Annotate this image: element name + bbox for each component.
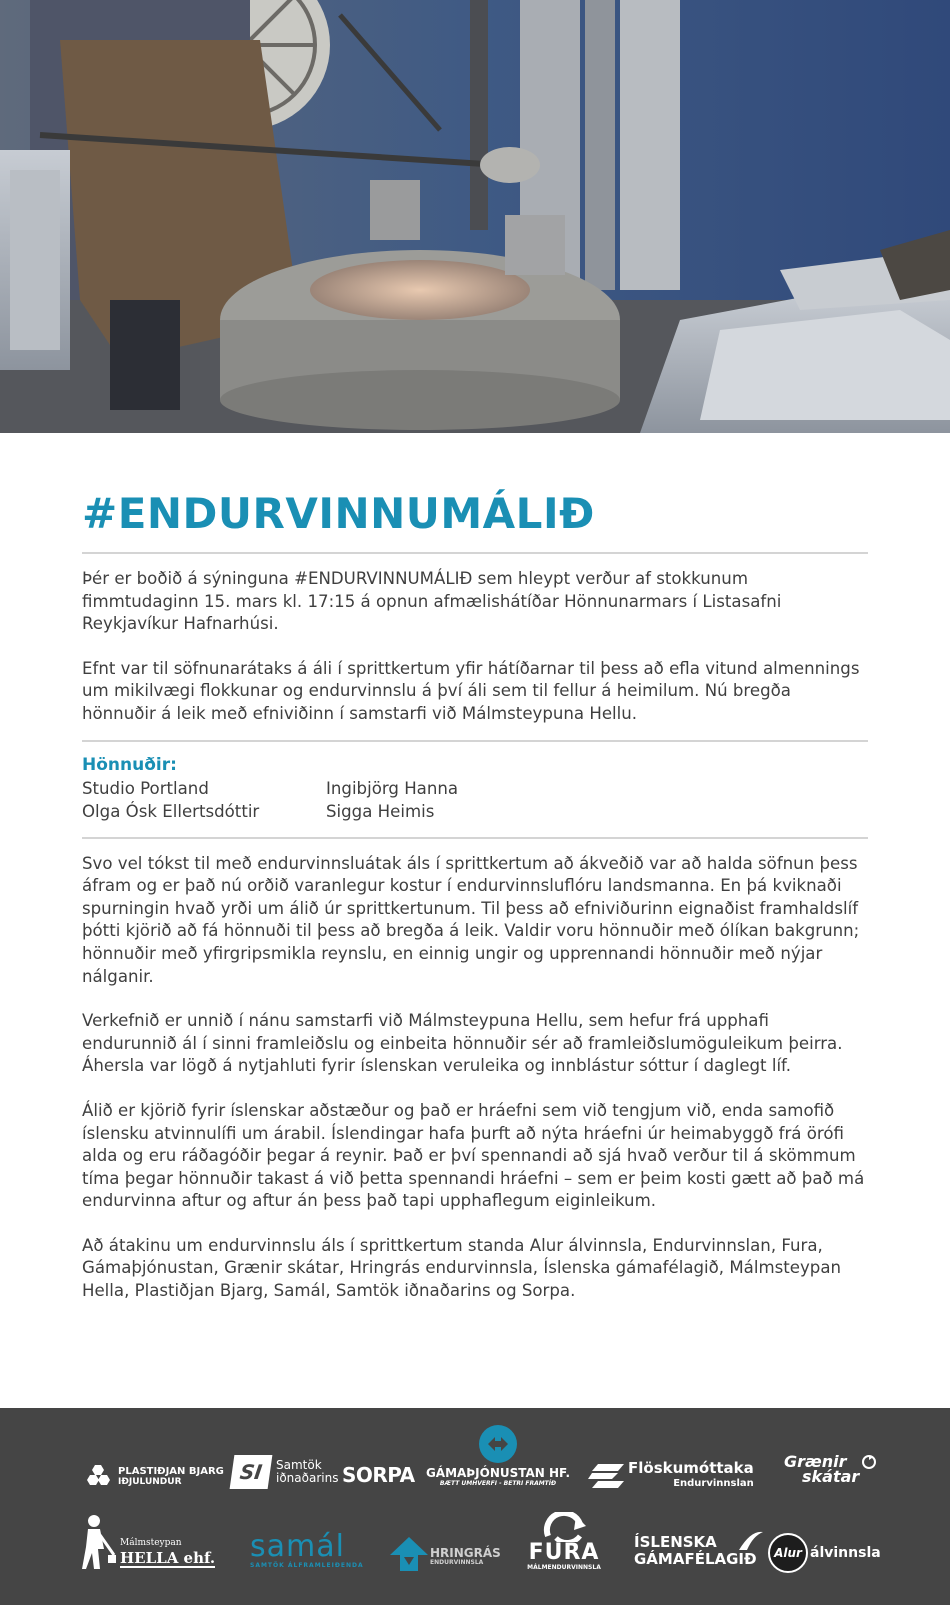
logo-text: SAMTÖK ÁLFRAMLEIÐENDA bbox=[250, 1562, 364, 1569]
logo-text: iðnaðarins bbox=[276, 1471, 339, 1485]
gama-arrows-icon bbox=[478, 1424, 518, 1464]
recycle-icon bbox=[861, 1454, 877, 1470]
si-mark: SI bbox=[230, 1455, 273, 1489]
designer-name: Studio Portland bbox=[82, 778, 209, 798]
logo-text: Samtök bbox=[276, 1458, 322, 1472]
swoosh-icon bbox=[737, 1528, 765, 1556]
recycle-stripes-icon bbox=[588, 1462, 624, 1490]
logo-text: Flöskumóttaka bbox=[628, 1459, 754, 1477]
collaboration-paragraph: Verkefnið er unnið í nánu samstarfi við Málmsteypuna Hellu, sem hefur frá upphafi endurunnið ál í sinni framleiðslu og einbeita hönnuðir sér að framleiðslumöguleikum þeirra. Áhersla var lögð á nytjahluti fyrir íslenskan veruleika og innblástur sóttur í daglegt líf. bbox=[82, 1011, 843, 1076]
fura-recycle-icon bbox=[542, 1512, 586, 1542]
material-paragraph: Álið er kjörið fyrir íslenskar aðstæður og það er hráefni sem við tengjum við, enda samofið íslensku atvinnulífi um árabil. Íslendingar hafa þurft að nýta hráefni úr heimabyggð frá örófi alda og eru ráðagóðir þegar á reynir. Það er því spennandi að sjá hvað verður til á skömmum tíma þegar hönnuðir takast á við þetta spennandi hráefni – sem er þeim kosti gætt að það má endurvinna aftur og aftur án þess það tapi upphaflegum eiginleikum. bbox=[82, 1100, 865, 1211]
islenska-gamafelagid-logo bbox=[634, 1530, 765, 1572]
logo-text: Grænir bbox=[784, 1452, 847, 1471]
foundry-worker-icon bbox=[82, 1513, 116, 1573]
logo-text: ÍSLENSKA bbox=[634, 1533, 717, 1551]
logo-text: GÁMAÞJÓNUSTAN HF. bbox=[425, 1466, 571, 1480]
foundry-photo-icon bbox=[0, 0, 950, 433]
hringras-logo bbox=[390, 1536, 501, 1572]
logo-text: HELLA ehf. bbox=[120, 1549, 216, 1567]
invitation-body bbox=[82, 488, 868, 1303]
logo-text: GÁMAFÉLAGIÐ bbox=[634, 1550, 757, 1568]
story-paragraph: Svo vel tókst til með endurvinnsluátak áls í sprittkertum að ákveðið var að halda söfnun þess áfram og er það nú orðið varanlegur kostur í endurvinnsluflóru landsmanna. En þá kviknaði spurningin hvað yrði um álið úr sprittkertunum. Til þess að efniviðurinn eignaðist framhaldslíf þótti kjörið að fá hönnuði til þess að bregða á leik. Valdir voru hönnuðir með ólíkan bakgrunn; hönnuðir með yfirgripsmikla reynslu, en einnig ungir og upprennandi hönnuðir með nýjar nálganir. bbox=[82, 853, 860, 986]
alur-mark: Alur bbox=[768, 1533, 808, 1573]
graenir-skatar-logo bbox=[784, 1454, 877, 1484]
malmsteypan-hella-logo bbox=[82, 1512, 215, 1574]
page-title: #ENDURVINNUMÁLIÐ bbox=[82, 489, 595, 538]
designer-name: Sigga Heimis bbox=[326, 801, 435, 821]
designer-name: Ingibjörg Hanna bbox=[326, 778, 459, 798]
logo-text: álvinnsla bbox=[810, 1545, 881, 1561]
alur-alvinnsla-logo bbox=[768, 1534, 881, 1572]
logo-text: IÐJULUNDUR bbox=[118, 1477, 182, 1487]
fura-logo bbox=[526, 1512, 602, 1571]
sorpa-logo bbox=[342, 1462, 415, 1488]
hexagon-cluster-icon bbox=[86, 1463, 114, 1491]
partners-paragraph: Að átakinu um endurvinnslu áls í sprittkertum standa Alur álvinnsla, Endurvinnslan, Fura, Gámaþjónustan, Grænir skátar, Hringrás endurvinnsla, Íslenska gámafélagið, Málmsteypan Hella, Plastiðjan Bjarg, Samál, Samtök iðnaðarins og Sorpa. bbox=[82, 1235, 842, 1301]
logo-text: Málmsteypan bbox=[120, 1538, 182, 1548]
logo-text: samál bbox=[250, 1529, 345, 1564]
plastidjan-bjarg-logo bbox=[86, 1460, 224, 1494]
logo-text: MÁLMENDURVINNSLA bbox=[527, 1564, 601, 1571]
logo-text: skátar bbox=[802, 1467, 860, 1486]
logo-text: PLASTIÐJAN BJARG bbox=[118, 1466, 224, 1477]
designer-name: Olga Ósk Ellertsdóttir bbox=[82, 801, 260, 821]
logo-text: HRINGRÁS bbox=[430, 1546, 501, 1560]
gamathjonustan-logo bbox=[425, 1424, 571, 1487]
designers-heading: Hönnuðir: bbox=[82, 754, 177, 775]
hero-photo bbox=[0, 0, 950, 433]
logo-text: Endurvinnslan bbox=[673, 1478, 754, 1489]
samal-logo bbox=[250, 1529, 364, 1569]
floskumottaka-logo bbox=[588, 1458, 754, 1494]
samtok-idnadarins-logo bbox=[232, 1454, 338, 1490]
hringras-arrow-icon bbox=[390, 1537, 428, 1571]
logo-text: ENDURVINNSLA bbox=[430, 1559, 484, 1566]
logo-text: FURA bbox=[528, 1540, 600, 1565]
logo-text: BÆTT UMHVERFI - BETRI FRAMTÍÐ bbox=[439, 1480, 557, 1487]
sponsor-footer bbox=[0, 1408, 950, 1605]
intro-paragraph: Þér er boðið á sýninguna #ENDURVINNUMÁLIÐ sem hleypt verður af stokkunum fimmtudaginn 15. mars kl. 17:15 á opnun afmælishátíðar Hönnunarmars í Listasafni Reykjavíkur Hafnarhúsi. bbox=[82, 569, 782, 634]
campaign-paragraph: Efnt var til söfnunarátaks á áli í sprittkertum yfir hátíðarnar til þess að efla vitund almennings um mikilvægi flokkunar og endurvinnslu á því áli sem til fellur á heimilum. Nú bregða hönnuðir á leik með efniviðinn í samstarfi við Málmsteypuna Hellu. bbox=[82, 658, 860, 723]
designers-list bbox=[82, 777, 868, 823]
logo-text: SORPA bbox=[342, 1463, 415, 1487]
